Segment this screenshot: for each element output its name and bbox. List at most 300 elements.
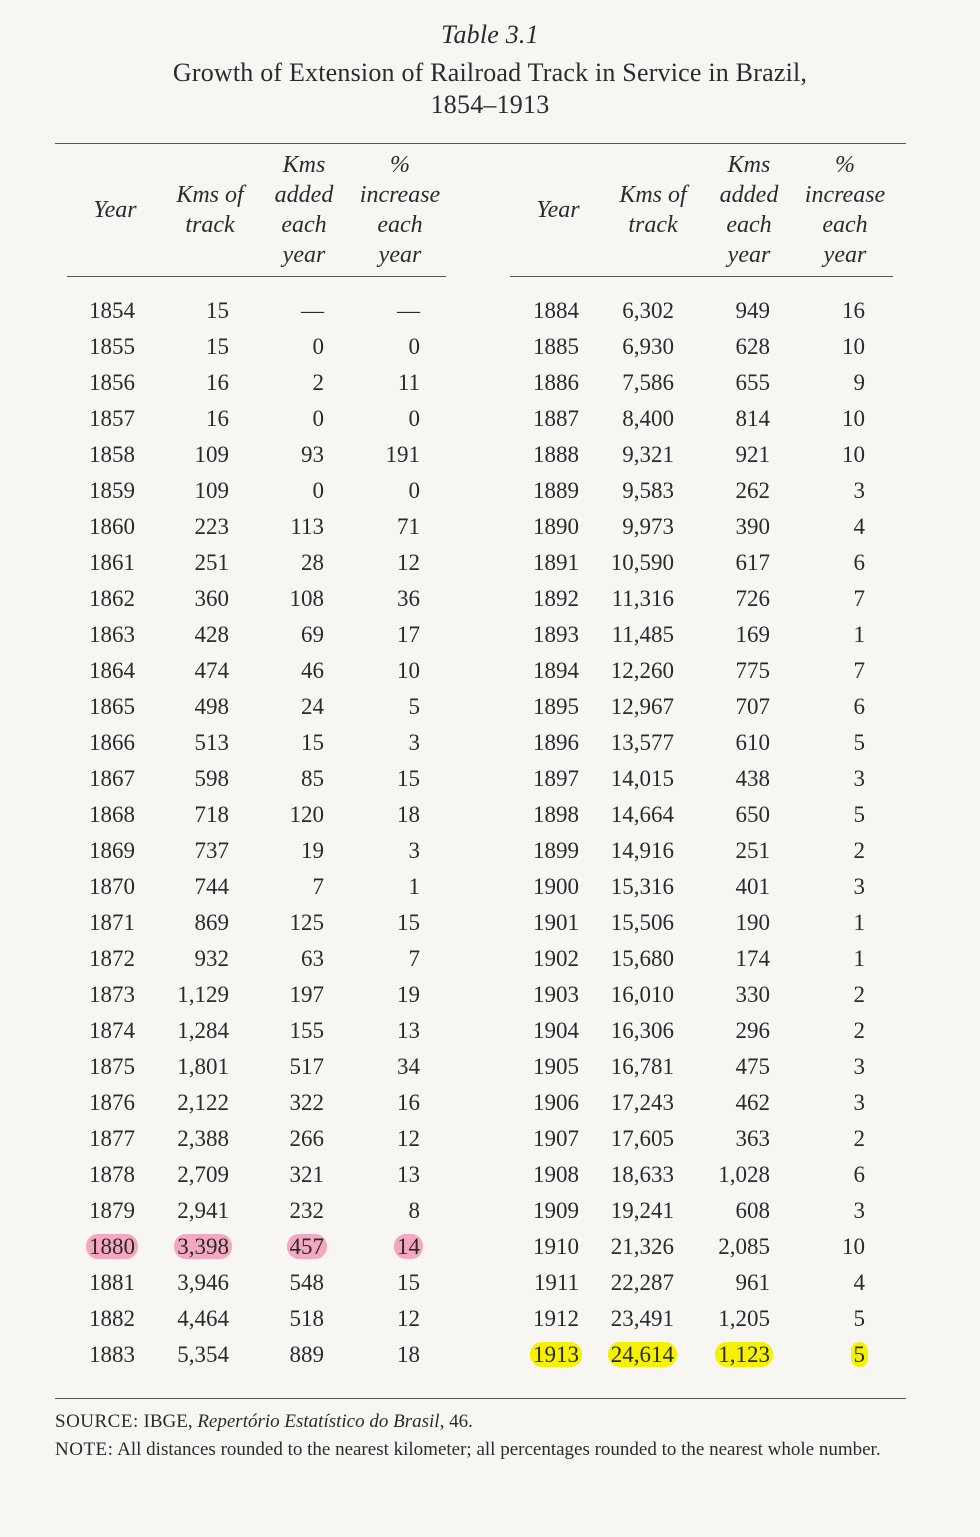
cell-right-pct-increase <box>728 1124 868 1154</box>
cell-value: 1886 <box>533 370 579 395</box>
cell-right-pct-increase <box>728 800 868 830</box>
cell-value: 1866 <box>89 730 135 755</box>
cell-value: 36 <box>397 586 420 611</box>
table-title: Growth of Extension of Railroad Track in Service in Brazil, <box>172 58 808 87</box>
cell-left-pct-increase <box>283 1196 423 1226</box>
cell-value: 718 <box>194 802 229 827</box>
cell-value: 1882 <box>89 1306 135 1331</box>
cell-value: 1902 <box>533 946 579 971</box>
cell-left-pct-increase <box>283 404 423 434</box>
cell-value: — <box>301 298 324 323</box>
cell-value: 1870 <box>89 874 135 899</box>
cell-left-pct-increase <box>283 692 423 722</box>
cell-value: 190 <box>735 910 770 935</box>
cell-value: 1871 <box>89 910 135 935</box>
cell-value: 1889 <box>533 478 579 503</box>
cell-left-pct-increase <box>283 368 423 398</box>
cell-value: 4 <box>853 514 865 539</box>
cell-right-pct-increase <box>728 1268 868 1298</box>
header-right-kms-added: Kms <box>727 152 771 178</box>
cell-value: 15 <box>397 1270 420 1295</box>
cell-value: 1,028 <box>718 1162 770 1187</box>
cell-value: 462 <box>735 1090 770 1115</box>
cell-value: 1,801 <box>177 1054 229 1079</box>
cell-left-pct-increase <box>283 1052 423 1082</box>
cell-value: 155 <box>289 1018 324 1043</box>
cell-value: 12 <box>397 1126 420 1151</box>
cell-value: 518 <box>289 1306 324 1331</box>
cell-left-pct-increase <box>283 728 423 758</box>
cell-value: 251 <box>194 550 229 575</box>
cell-left-pct-increase <box>283 548 423 578</box>
cell-right-pct-increase <box>728 1196 868 1226</box>
cell-value: 438 <box>735 766 770 791</box>
cell-left-pct-increase <box>283 656 423 686</box>
cell-right-pct-increase <box>728 440 868 470</box>
cell-value: 13,577 <box>610 730 674 755</box>
cell-value: 932 <box>194 946 229 971</box>
cell-value: 7,586 <box>622 370 674 395</box>
note-text: All distances rounded to the nearest kilometer; all percentages rounded to the nearest whole number. <box>117 1439 881 1460</box>
cell-value: 0 <box>312 478 324 503</box>
cell-value: 3 <box>853 1198 865 1223</box>
cell-value: 2,388 <box>177 1126 229 1151</box>
cell-value: 1880 <box>86 1234 138 1259</box>
cell-value: 363 <box>735 1126 770 1151</box>
cell-right-pct-increase <box>728 980 868 1010</box>
cell-value: 5,354 <box>177 1342 229 1367</box>
cell-value: 475 <box>735 1054 770 1079</box>
cell-value: 169 <box>735 622 770 647</box>
cell-value: 617 <box>735 550 770 575</box>
cell-value: 428 <box>194 622 229 647</box>
cell-right-pct-increase <box>728 728 868 758</box>
cell-value: 5 <box>853 802 865 827</box>
cell-value: 1903 <box>533 982 579 1007</box>
cell-right-pct-increase <box>728 620 868 650</box>
cell-value: 628 <box>735 334 770 359</box>
cell-value: 1897 <box>533 766 579 791</box>
cell-value: 2,085 <box>718 1234 770 1259</box>
cell-value: 3 <box>853 478 865 503</box>
cell-value: 34 <box>397 1054 420 1079</box>
cell-value: 17 <box>397 622 420 647</box>
cell-value: 1907 <box>533 1126 579 1151</box>
header-right-kms-added: each <box>726 212 772 238</box>
cell-value: 16 <box>206 406 229 431</box>
cell-value: 1899 <box>533 838 579 863</box>
cell-value: 1888 <box>533 442 579 467</box>
cell-value: 85 <box>301 766 324 791</box>
cell-value: 1894 <box>533 658 579 683</box>
cell-value: 191 <box>385 442 420 467</box>
header-left-year: Year <box>93 197 137 223</box>
cell-value: 610 <box>735 730 770 755</box>
cell-value: 1,284 <box>177 1018 229 1043</box>
cell-left-pct-increase <box>283 908 423 938</box>
cell-value: 726 <box>735 586 770 611</box>
cell-value: 14,664 <box>610 802 674 827</box>
cell-value: 775 <box>735 658 770 683</box>
cell-value: 1 <box>853 946 865 971</box>
cell-value: 19 <box>301 838 324 863</box>
cell-value: 3 <box>853 874 865 899</box>
cell-value: 1881 <box>89 1270 135 1295</box>
cell-value: 1869 <box>89 838 135 863</box>
cell-value: 14 <box>394 1234 423 1259</box>
cell-value: 1891 <box>533 550 579 575</box>
cell-right-pct-increase <box>728 296 868 326</box>
cell-left-pct-increase <box>283 836 423 866</box>
cell-value: 19,241 <box>610 1198 674 1223</box>
cell-value: 1,123 <box>715 1342 773 1367</box>
cell-value: 22,287 <box>610 1270 674 1295</box>
cell-value: 125 <box>289 910 324 935</box>
cell-value: 223 <box>194 514 229 539</box>
cell-right-pct-increase <box>728 656 868 686</box>
cell-value: 2,941 <box>177 1198 229 1223</box>
cell-value: 10 <box>842 1234 865 1259</box>
cell-value: 2 <box>853 1126 865 1151</box>
cell-value: 1862 <box>89 586 135 611</box>
header-left-pct-increase: each <box>377 212 423 238</box>
cell-value: 330 <box>735 982 770 1007</box>
cell-value: 7 <box>312 874 324 899</box>
header-right-pct-increase: increase <box>804 182 886 208</box>
cell-left-pct-increase <box>283 1016 423 1046</box>
header-left-pct-increase: year <box>378 242 422 268</box>
cell-value: 0 <box>408 334 420 359</box>
cell-value: 1913 <box>530 1342 582 1367</box>
cell-value: 513 <box>194 730 229 755</box>
cell-value: 1877 <box>89 1126 135 1151</box>
cell-value: 1900 <box>533 874 579 899</box>
cell-value: 16 <box>842 298 865 323</box>
header-left-kms-added: year <box>282 242 326 268</box>
cell-value: 18,633 <box>610 1162 674 1187</box>
cell-value: 1863 <box>89 622 135 647</box>
cell-right-pct-increase <box>728 908 868 938</box>
header-right-kms-of-track: track <box>628 212 678 238</box>
cell-value: 4 <box>853 1270 865 1295</box>
cell-right-pct-increase <box>728 1052 868 1082</box>
cell-value: 108 <box>289 586 324 611</box>
cell-value: 548 <box>289 1270 324 1295</box>
cell-value: 1904 <box>533 1018 579 1043</box>
cell-value: 1855 <box>89 334 135 359</box>
cell-value: 9,583 <box>622 478 674 503</box>
cell-value: 744 <box>194 874 229 899</box>
cell-value: 1887 <box>533 406 579 431</box>
cell-value: 18 <box>397 802 420 827</box>
cell-value: 174 <box>735 946 770 971</box>
cell-value: — <box>397 298 420 323</box>
cell-value: 18 <box>397 1342 420 1367</box>
cell-value: 401 <box>735 874 770 899</box>
cell-value: 11 <box>397 370 420 395</box>
cell-value: 1878 <box>89 1162 135 1187</box>
cell-value: 1859 <box>89 478 135 503</box>
cell-value: 360 <box>194 586 229 611</box>
cell-value: 474 <box>194 658 229 683</box>
cell-value: 109 <box>194 478 229 503</box>
cell-value: 1893 <box>533 622 579 647</box>
cell-value: 2,709 <box>177 1162 229 1187</box>
source-note <box>55 1408 915 1436</box>
cell-value: 16,781 <box>610 1054 674 1079</box>
cell-value: 251 <box>735 838 770 863</box>
cell-value: 1861 <box>89 550 135 575</box>
cell-left-pct-increase <box>283 440 423 470</box>
cell-value: 12,967 <box>610 694 674 719</box>
cell-value: 12,260 <box>610 658 674 683</box>
cell-value: 197 <box>289 982 324 1007</box>
cell-value: 889 <box>289 1342 324 1367</box>
cell-value: 921 <box>735 442 770 467</box>
cell-left-pct-increase <box>283 1268 423 1298</box>
header-rule-left <box>67 276 446 277</box>
cell-value: 1901 <box>533 910 579 935</box>
cell-value: 1895 <box>533 694 579 719</box>
cell-value: 10 <box>842 406 865 431</box>
cell-value: 2 <box>853 838 865 863</box>
cell-value: 961 <box>735 1270 770 1295</box>
cell-value: 1912 <box>533 1306 579 1331</box>
cell-value: 1875 <box>89 1054 135 1079</box>
cell-left-pct-increase <box>283 872 423 902</box>
cell-value: 3 <box>853 1054 865 1079</box>
cell-value: 15,506 <box>610 910 674 935</box>
cell-right-pct-increase <box>728 584 868 614</box>
cell-value: 71 <box>397 514 420 539</box>
cell-right-pct-increase <box>728 1304 868 1334</box>
cell-value: 1898 <box>533 802 579 827</box>
cell-value: 1 <box>853 622 865 647</box>
cell-value: 1884 <box>533 298 579 323</box>
cell-left-pct-increase <box>283 1340 423 1370</box>
cell-value: 949 <box>735 298 770 323</box>
cell-value: 5 <box>853 1306 865 1331</box>
cell-right-pct-increase <box>728 692 868 722</box>
cell-value: 1867 <box>89 766 135 791</box>
header-right-kms-added: added <box>719 182 779 208</box>
header-right-pct-increase: % <box>835 152 855 178</box>
cell-value: 707 <box>735 694 770 719</box>
cell-value: 1909 <box>533 1198 579 1223</box>
cell-value: 15,680 <box>610 946 674 971</box>
cell-value: 16 <box>397 1090 420 1115</box>
cell-right-pct-increase <box>728 836 868 866</box>
header-right-kms-of-track: Kms of <box>619 182 687 208</box>
cell-value: 1858 <box>89 442 135 467</box>
cell-value: 16 <box>206 370 229 395</box>
table-year-range: 1854–1913 <box>430 90 550 119</box>
cell-value: 63 <box>301 946 324 971</box>
cell-value: 737 <box>194 838 229 863</box>
cell-value: 7 <box>853 586 865 611</box>
cell-value: 93 <box>301 442 324 467</box>
cell-value: 14,916 <box>610 838 674 863</box>
cell-value: 120 <box>289 802 324 827</box>
cell-value: 6 <box>853 550 865 575</box>
header-left-kms-added: added <box>274 182 334 208</box>
cell-value: 5 <box>851 1342 869 1367</box>
cell-value: 28 <box>301 550 324 575</box>
cell-value: 322 <box>289 1090 324 1115</box>
source-label: SOURCE: <box>55 1411 139 1432</box>
cell-value: 1890 <box>533 514 579 539</box>
cell-right-pct-increase <box>728 476 868 506</box>
cell-value: 457 <box>287 1234 328 1259</box>
cell-value: 6,930 <box>622 334 674 359</box>
cell-value: 8 <box>408 1198 420 1223</box>
cell-value: 1910 <box>533 1234 579 1259</box>
cell-value: 1872 <box>89 946 135 971</box>
cell-left-pct-increase <box>283 764 423 794</box>
cell-value: 814 <box>735 406 770 431</box>
cell-value: 9 <box>853 370 865 395</box>
cell-value: 869 <box>194 910 229 935</box>
cell-value: 1854 <box>89 298 135 323</box>
cell-value: 11,485 <box>611 622 674 647</box>
cell-left-pct-increase <box>283 512 423 542</box>
cell-value: 6 <box>853 694 865 719</box>
source-publisher: IBGE, <box>143 1411 193 1432</box>
cell-value: 24 <box>301 694 324 719</box>
cell-right-pct-increase <box>728 872 868 902</box>
cell-value: 9,321 <box>622 442 674 467</box>
cell-value: 6,302 <box>622 298 674 323</box>
cell-value: 19 <box>397 982 420 1007</box>
source-page: 46. <box>449 1411 473 1432</box>
cell-value: 262 <box>735 478 770 503</box>
cell-left-pct-increase <box>283 1160 423 1190</box>
cell-right-pct-increase <box>728 1232 868 1262</box>
cell-value: 11,316 <box>611 586 674 611</box>
header-left-pct-increase: increase <box>359 182 441 208</box>
cell-value: 232 <box>289 1198 324 1223</box>
cell-value: 4,464 <box>177 1306 229 1331</box>
cell-value: 2,122 <box>177 1090 229 1115</box>
cell-right-pct-increase <box>728 548 868 578</box>
cell-value: 15,316 <box>610 874 674 899</box>
cell-value: 6 <box>853 1162 865 1187</box>
cell-value: 0 <box>312 406 324 431</box>
cell-right-pct-increase <box>728 1088 868 1118</box>
cell-value: 12 <box>397 550 420 575</box>
cell-value: 1908 <box>533 1162 579 1187</box>
cell-value: 7 <box>853 658 865 683</box>
cell-value: 24,614 <box>608 1342 677 1367</box>
cell-value: 1873 <box>89 982 135 1007</box>
cell-value: 8,400 <box>622 406 674 431</box>
cell-value: 13 <box>397 1162 420 1187</box>
cell-value: 1876 <box>89 1090 135 1115</box>
cell-value: 3 <box>853 1090 865 1115</box>
cell-left-pct-increase <box>283 1304 423 1334</box>
cell-value: 9,973 <box>622 514 674 539</box>
cell-value: 23,491 <box>610 1306 674 1331</box>
cell-value: 10 <box>842 334 865 359</box>
cell-left-pct-increase <box>283 296 423 326</box>
cell-value: 16,010 <box>610 982 674 1007</box>
cell-value: 1906 <box>533 1090 579 1115</box>
cell-value: 3 <box>853 766 865 791</box>
cell-value: 321 <box>289 1162 324 1187</box>
cell-value: 109 <box>194 442 229 467</box>
cell-left-pct-increase <box>283 1088 423 1118</box>
cell-value: 1860 <box>89 514 135 539</box>
cell-left-pct-increase <box>283 584 423 614</box>
cell-value: 0 <box>408 406 420 431</box>
cell-value: 2 <box>853 982 865 1007</box>
cell-value: 1905 <box>533 1054 579 1079</box>
cell-value: 15 <box>206 298 229 323</box>
cell-value: 3 <box>408 838 420 863</box>
cell-value: 10 <box>397 658 420 683</box>
cell-right-pct-increase <box>728 368 868 398</box>
cell-value: 10 <box>842 442 865 467</box>
header-right-pct-increase: each <box>822 212 868 238</box>
header-left-kms-added: Kms <box>282 152 326 178</box>
cell-value: 3,398 <box>174 1234 232 1259</box>
cell-value: 12 <box>397 1306 420 1331</box>
cell-value: 1874 <box>89 1018 135 1043</box>
cell-value: 1885 <box>533 334 579 359</box>
cell-value: 1857 <box>89 406 135 431</box>
cell-value: 1 <box>408 874 420 899</box>
cell-value: 2 <box>853 1018 865 1043</box>
cell-value: 1864 <box>89 658 135 683</box>
cell-value: 655 <box>735 370 770 395</box>
cell-value: 1 <box>853 910 865 935</box>
header-right-pct-increase: year <box>823 242 867 268</box>
cell-left-pct-increase <box>283 1124 423 1154</box>
cell-value: 1865 <box>89 694 135 719</box>
cell-right-pct-increase <box>728 512 868 542</box>
cell-value: 1896 <box>533 730 579 755</box>
cell-left-pct-increase <box>283 1232 423 1262</box>
cell-value: 5 <box>408 694 420 719</box>
cell-value: 296 <box>735 1018 770 1043</box>
source-title: Repertório Estatístico do Brasil, <box>197 1411 445 1432</box>
cell-value: 15 <box>206 334 229 359</box>
cell-left-pct-increase <box>283 332 423 362</box>
cell-value: 390 <box>735 514 770 539</box>
cell-value: 3,946 <box>177 1270 229 1295</box>
cell-value: 17,605 <box>610 1126 674 1151</box>
cell-right-pct-increase <box>728 1340 868 1370</box>
cell-value: 21,326 <box>610 1234 674 1259</box>
header-left-kms-added: each <box>281 212 327 238</box>
cell-value: 7 <box>408 946 420 971</box>
cell-value: 1911 <box>533 1270 579 1295</box>
cell-value: 0 <box>312 334 324 359</box>
cell-value: 16,306 <box>610 1018 674 1043</box>
cell-value: 498 <box>194 694 229 719</box>
cell-value: 2 <box>312 370 324 395</box>
cell-value: 266 <box>289 1126 324 1151</box>
cell-value: 17,243 <box>610 1090 674 1115</box>
cell-value: 15 <box>397 766 420 791</box>
cell-right-pct-increase <box>728 1016 868 1046</box>
cell-left-pct-increase <box>283 980 423 1010</box>
table-label: Table 3.1 <box>441 20 539 49</box>
cell-value: 0 <box>408 478 420 503</box>
cell-value: 1879 <box>89 1198 135 1223</box>
cell-left-pct-increase <box>283 944 423 974</box>
cell-right-pct-increase <box>728 764 868 794</box>
